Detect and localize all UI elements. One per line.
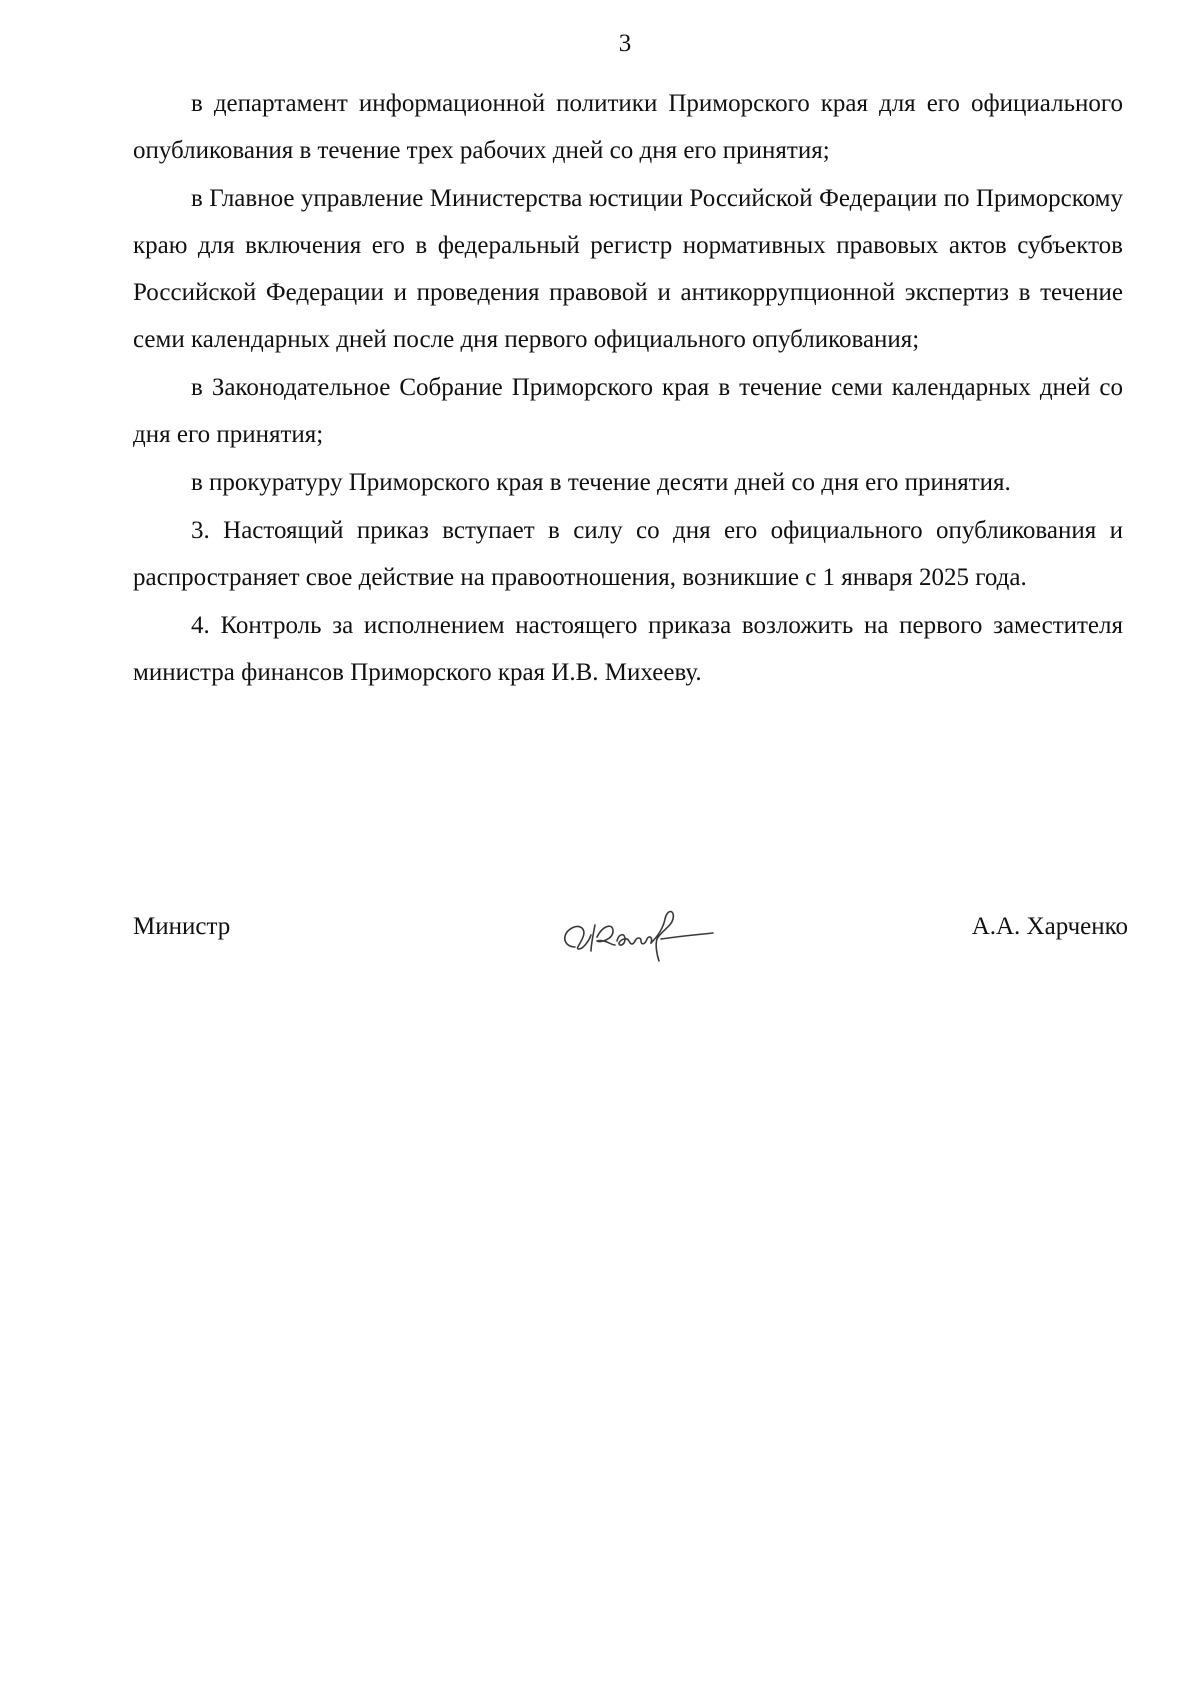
signatory-position: Министр bbox=[133, 913, 231, 940]
document-body bbox=[133, 80, 1123, 697]
page-number: 3 bbox=[618, 30, 632, 57]
signature-block bbox=[133, 895, 1128, 975]
signatory-name: А.А. Харченко bbox=[971, 913, 1128, 940]
handwritten-signature bbox=[553, 895, 753, 975]
paragraph-information-policy: в департамент информационной политики Приморского края для его официального опубликования в течение трех рабочих дней со дня его принятия; bbox=[133, 90, 1123, 164]
paragraph-prosecutor-office: в прокуратуру Приморского края в течение десяти дней со дня его принятия. bbox=[191, 469, 1011, 496]
paragraph-item-3-effective-date: 3. Настоящий приказ вступает в силу со дня его официального опубликования и распространяет свое действие на правоотношения, возникшие с 1 января 2025 года. bbox=[133, 517, 1123, 591]
paragraph-legislative-assembly: в Законодательное Собрание Приморского края в течение семи календарных дней со дня его принятия; bbox=[133, 374, 1123, 448]
paragraph-item-4-control: 4. Контроль за исполнением настоящего приказа возложить на первого заместителя министра финансов Приморского края И.В. Михееву. bbox=[133, 612, 1123, 686]
paragraph-ministry-of-justice: в Главное управление Министерства юстиции Российской Федерации по Приморскому краю для включения его в федеральный регистр нормативных правовых актов субъектов Российской Федерации и проведения правовой и антикоррупционной экспертиз в течение семи календарных дней после дня первого официального опубликования; bbox=[133, 185, 1123, 353]
